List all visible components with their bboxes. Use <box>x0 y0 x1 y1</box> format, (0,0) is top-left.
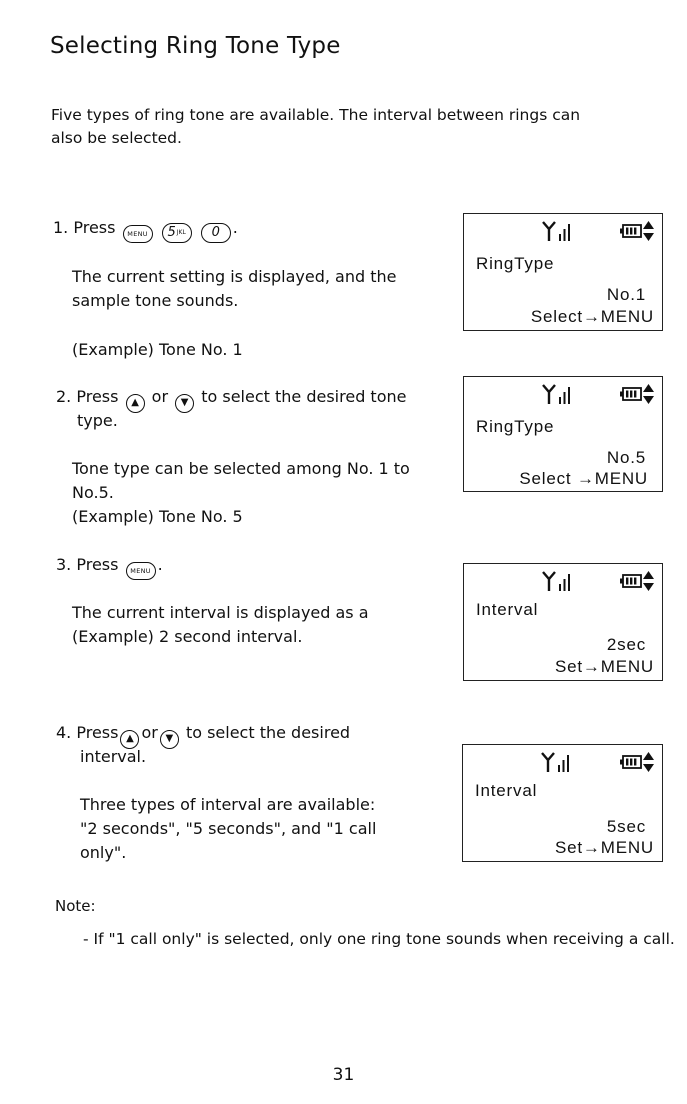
lcd-3-line-3: Set→MENU <box>555 657 654 676</box>
up-down-arrows-icon <box>643 221 654 241</box>
step-2-or: or <box>151 387 169 406</box>
step-1-press-end: . <box>232 218 238 237</box>
step-3-press-end: . <box>157 555 163 574</box>
five-key-icon <box>162 223 192 243</box>
step-1-press-label: 1. Press <box>53 218 116 237</box>
step-4-desc-line-1: Three types of interval are available: <box>80 795 376 814</box>
antenna-signal-icon <box>540 220 574 242</box>
step-4-press-label: 4. Press <box>56 723 119 742</box>
lcd-1-line-2: No.1 <box>606 285 646 304</box>
lcd-display-4 <box>462 744 663 862</box>
step-2-press-end: to select the desired tone <box>201 387 407 406</box>
step-3-press-label: 3. Press <box>56 555 119 574</box>
lcd-status-bar <box>471 751 654 775</box>
step-4-desc-line-3: only". <box>80 843 127 862</box>
antenna-signal-icon <box>540 570 574 592</box>
up-key-icon: ▲ <box>126 394 145 413</box>
step-4-press-cont: interval. <box>80 747 147 766</box>
step-2-desc-line-1: Tone type can be selected among No. 1 to <box>72 459 410 478</box>
step-3-desc-line-1: The current interval is displayed as a <box>72 603 369 622</box>
lcd-status-bar <box>472 220 654 244</box>
zero-key-icon: 0 <box>201 223 231 243</box>
step-3-desc-line-2: (Example) 2 second interval. <box>72 627 303 646</box>
lcd-display-2 <box>463 376 663 492</box>
battery-icon <box>620 755 642 769</box>
five-key-letters: JKL <box>176 229 186 236</box>
step-4-or: or <box>141 723 158 742</box>
lcd-2-line-2: No.5 <box>606 448 646 467</box>
step-2-press-label: 2. Press <box>56 387 119 406</box>
battery-icon <box>620 574 642 588</box>
lcd-2-line-1: RingType <box>476 417 555 436</box>
antenna-signal-icon <box>539 751 573 773</box>
step-3-press-line <box>56 553 163 580</box>
step-1-example: (Example) Tone No. 1 <box>72 340 243 359</box>
lcd-display-3 <box>463 563 663 681</box>
down-key-icon: ▼ <box>175 394 194 413</box>
note-item: - If "1 call only" is selected, only one ring tone sounds when receiving a call. <box>83 930 675 948</box>
up-down-arrows-icon <box>643 571 654 591</box>
lcd-2-line-3: Select →MENU <box>519 469 648 488</box>
lcd-3-line-1: Interval <box>476 600 539 619</box>
step-1-desc-line-1: The current setting is displayed, and the <box>72 267 397 286</box>
intro-paragraph: Five types of ring tone are available. The interval between rings can also be selected. <box>51 106 581 147</box>
lcd-1-line-1: RingType <box>476 254 555 273</box>
step-1-press-line <box>53 216 238 243</box>
step-4-desc-line-2: "2 seconds", "5 seconds", and "1 call <box>80 819 377 838</box>
page-number: 31 <box>332 1065 355 1085</box>
lcd-4-line-3: Set→MENU <box>555 838 654 857</box>
note-label: Note: <box>55 897 96 915</box>
battery-icon <box>620 224 642 238</box>
step-2-desc-line-2: No.5. <box>72 483 114 502</box>
up-down-arrows-icon <box>643 384 654 404</box>
menu-key-icon: MENU <box>123 225 153 243</box>
lcd-1-line-3: Select→MENU <box>530 307 654 326</box>
up-down-arrows-icon <box>643 752 654 772</box>
five-key-digit: 5 <box>167 225 176 240</box>
lcd-3-line-2: 2sec <box>606 635 646 654</box>
lcd-4-line-1: Interval <box>475 781 538 800</box>
down-key-icon: ▼ <box>160 730 179 749</box>
step-4-press-end: to select the desired <box>185 723 351 742</box>
step-1-desc-line-2: sample tone sounds. <box>72 291 239 310</box>
up-key-icon: ▲ <box>120 730 139 749</box>
step-2-press-cont: type. <box>77 411 118 430</box>
page-title: Selecting Ring Tone Type <box>50 33 341 59</box>
battery-icon <box>620 387 642 401</box>
step-2-example: (Example) Tone No. 5 <box>72 507 243 526</box>
lcd-status-bar <box>472 570 654 594</box>
lcd-4-line-2: 5sec <box>606 817 646 836</box>
antenna-signal-icon <box>540 383 574 405</box>
lcd-status-bar <box>472 383 654 407</box>
menu-key-icon: MENU <box>126 562 156 580</box>
lcd-display-1 <box>463 213 663 331</box>
